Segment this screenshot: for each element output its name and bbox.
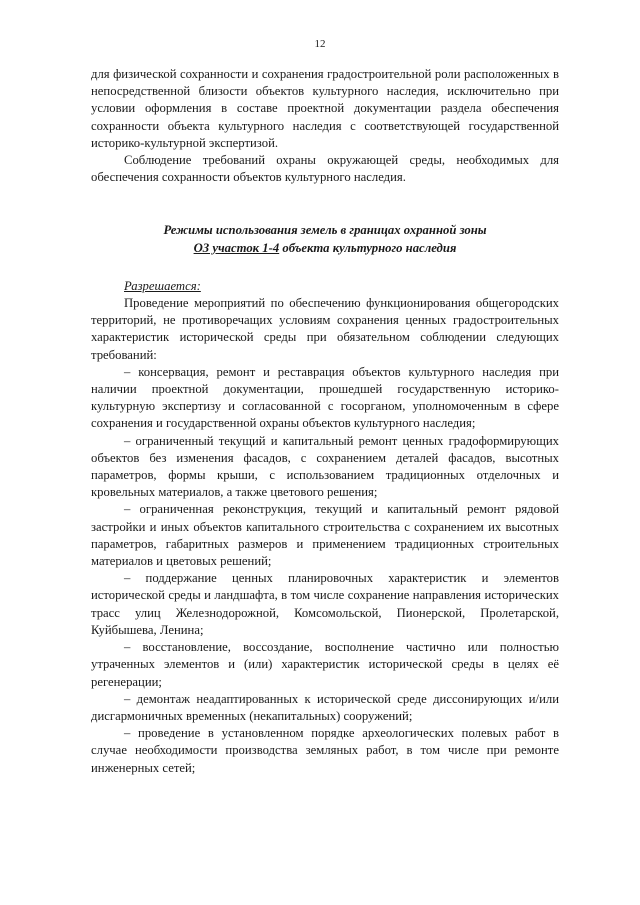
list-item: – восстановление, воссоздание, восполнение частично или полностью утраченных элементов и (или) характеристик исторической среды в целях её регенерации; [91, 640, 559, 689]
list-item: – ограниченный текущий и капитальный ремонт ценных градоформирующих объектов без изменения фасадов, с сохранением деталей фасадов, высотных параметров, формы крыши, с использованием традиционных отделочных и кровельных материалов, а также цветового решения; [91, 433, 559, 500]
intro-paragraph-1: для физической сохранности и сохранения градостроительной роли расположенных в непосредственной близости объектов культурного наследия, исключительно при условии оформления в составе проектной документации раздела обеспечения сохранности объекта культурного наследия с соответствующей государственной историко-культурной экспертизой. [91, 67, 559, 150]
list-item: – консервация, ремонт и реставрация объектов культурного наследия при наличии проектной документации, прошедшей государственную историко-культурную экспертизу и согласованной с госорганом, уполномоченным в сфере сохранения и государственной охраны объектов культурного наследия; [91, 364, 559, 431]
section-title-line-1: Режимы использования земель в границах охранной зоны [163, 223, 487, 238]
list-item: – демонтаж неадаптированных к исторической среде диссонирующих и/или дисгармоничных временных (некапитальных) сооружений; [91, 691, 559, 723]
list-item: – ограниченная реконструкция, текущий и капитальный ремонт рядовой застройки и иных объектов капитального строительства с сохранением их высотных параметров, габаритных размеров и применением традиционных строительных материалов и цветовых решений; [91, 502, 559, 569]
zone-code: ОЗ участок 1-4 [193, 240, 280, 255]
section-title-line-2-rest: объекта культурного наследия [279, 240, 457, 255]
allowed-label: Разрешается: [124, 278, 201, 293]
list-item: – проведение в установленном порядке археологических полевых работ в случае необходимости производства земляных работ, в том числе при ремонте инженерных сетей; [91, 726, 559, 775]
list-item: – поддержание ценных планировочных характеристик и элементов исторической среды и ландшафта, в том числе сохранение направления исторических трасс улиц Железнодорожной, Комсомольской, Пионерской, Пролетарской, Куйбышева, Ленина; [91, 571, 559, 637]
document-body [91, 66, 559, 777]
page-number: 12 [314, 38, 326, 50]
lead-paragraph: Проведение мероприятий по обеспечению функционирования общегородских территорий, не противоречащих условиям сохранения ценных градостроительных характеристик исторической среды при обязательном соблюдении следующих требований: [91, 296, 559, 362]
section-heading [91, 222, 559, 256]
intro-paragraph-2: Соблюдение требований охраны окружающей среды, необходимых для обеспечения сохранности объектов культурного наследия. [91, 153, 559, 185]
section-title-line-2 [91, 240, 559, 257]
